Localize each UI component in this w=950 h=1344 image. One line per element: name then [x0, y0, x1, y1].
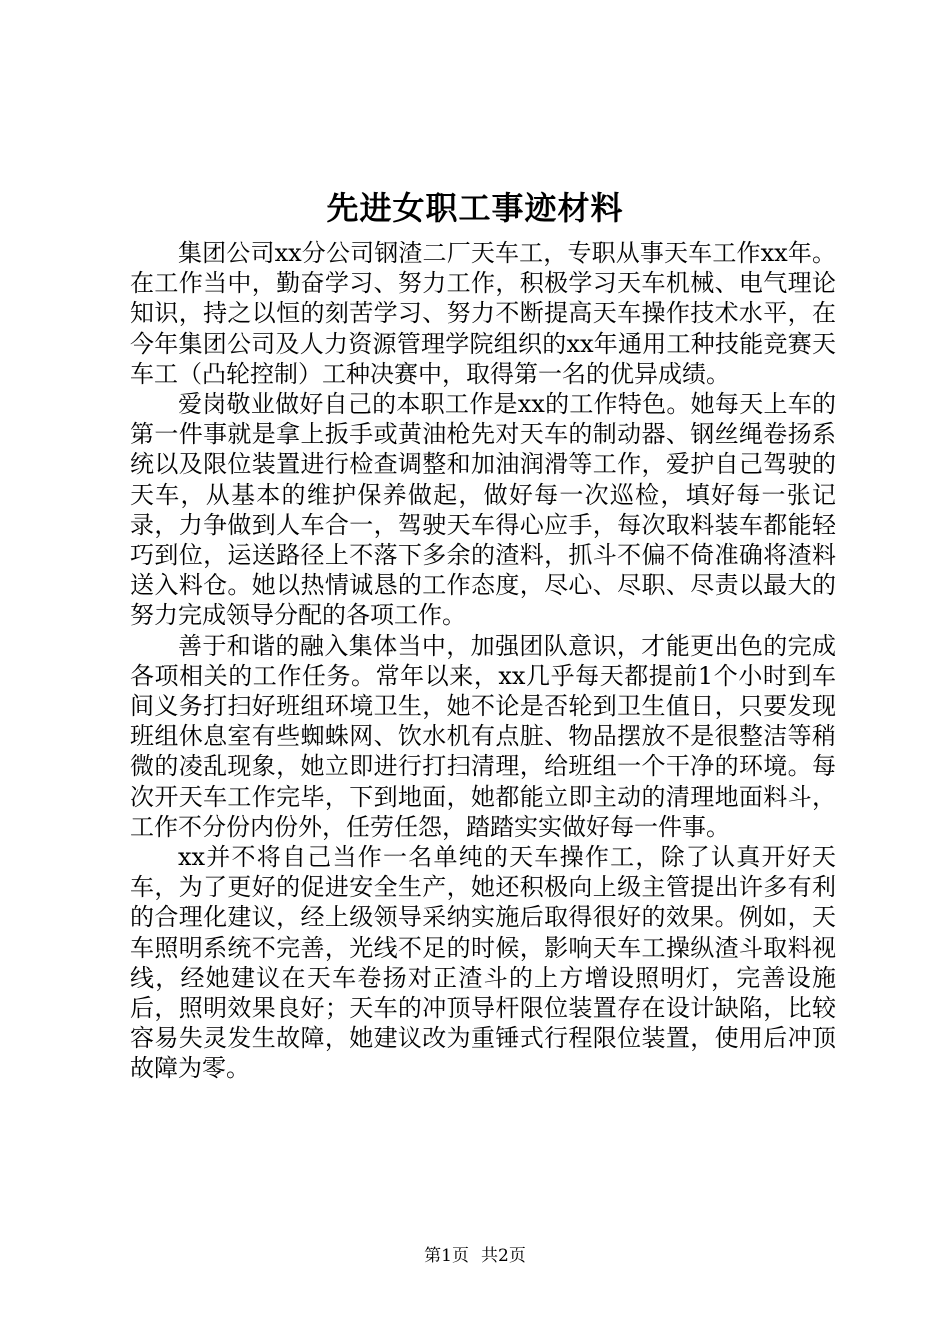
page-number-total: 共2页 — [481, 1246, 526, 1266]
paragraph: 爱岗敬业做好自己的本职工作是xx的工作特色。她每天上车的第一件事就是拿上扳手或黄油枪先对天车的制动器、钢丝绳卷扬系统以及限位装置进行检查调整和加油润滑等工作，爱护自己驾驶的天车，从基本的维护保养做起，做好每一次巡检，填好每一张记录，力争做到人车合一，驾驶天车得心应手，每次取料装车都能轻巧到位，运送路径上不落下多余的渣料，抓斗不偏不倚准确将渣料送入料仓。她以热情诚恳的工作态度，尽心、尽职、尽责以最大的努力完成领导分配的各项工作。 — [130, 390, 836, 630]
page-number-current: 第1页 — [424, 1246, 469, 1266]
page-footer — [0, 1244, 950, 1268]
paragraph: 善于和谐的融入集体当中，加强团队意识，才能更出色的完成各项相关的工作任务。常年以来，xx几乎每天都提前1个小时到车间义务打扫好班组环境卫生，她不论是否轮到卫生值日，只要发现班组休息室有些蜘蛛网、饮水机有点脏、物品摆放不是很整洁等稍微的凌乱现象，她立即进行打扫清理，给班组一个干净的环境。每次开天车工作完毕，下到地面，她都能立即主动的清理地面料斗，工作不分份内份外，任劳任怨，踏踏实实做好每一件事。 — [130, 631, 836, 841]
paragraph: 集团公司xx分公司钢渣二厂天车工，专职从事天车工作xx年。在工作当中，勤奋学习、努力工作，积极学习天车机械、电气理论知识，持之以恒的刻苦学习、努力不断提高天车操作技术水平，在今年集团公司及人力资源管理学院组织的xx年通用工种技能竞赛天车工（凸轮控制）工种决赛中，取得第一名的优异成绩。 — [130, 239, 836, 388]
document-body — [130, 238, 836, 1084]
document-title: 先进女职工事迹材料 — [326, 189, 624, 227]
paragraph: xx并不将自己当作一名单纯的天车操作工，除了认真开好天车，为了更好的促进安全生产，她还积极向上级主管提出许多有利的合理化建议，经上级领导采纳实施后取得很好的效果。例如，天车照明系统不完善，光线不足的时候，影响天车工操纵渣斗取料视线，经她建议在天车卷扬对正渣斗的上方增设照明灯，完善设施后，照明效果良好；天车的冲顶导杆限位装置存在设计缺陷，比较容易失灵发生故障，她建议改为重锤式行程限位装置，使用后冲顶故障为零。 — [130, 843, 836, 1083]
